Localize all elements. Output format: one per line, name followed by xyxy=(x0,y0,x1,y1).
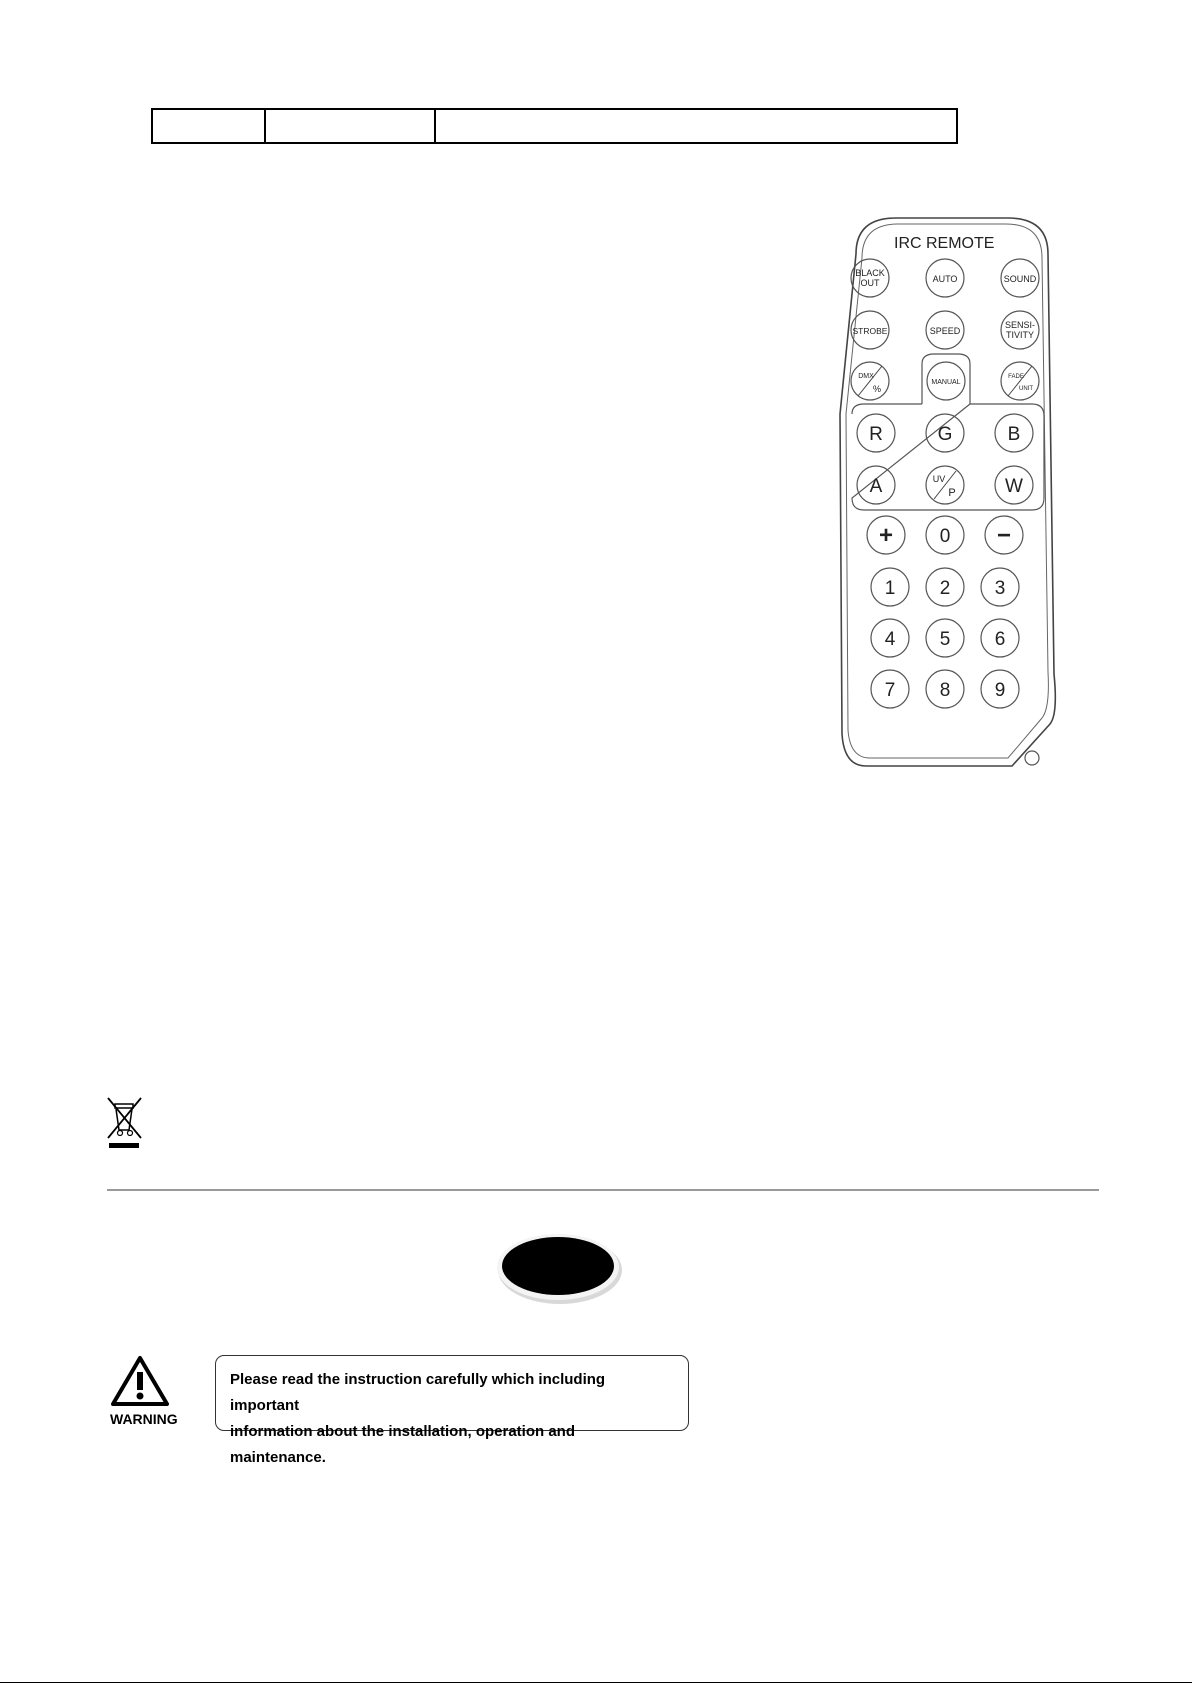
remote-title: IRC REMOTE xyxy=(894,235,995,252)
svg-text:6: 6 xyxy=(994,629,1006,650)
svg-text:FADE: FADE xyxy=(1008,374,1024,380)
svg-text:8: 8 xyxy=(939,680,951,701)
svg-text:UV: UV xyxy=(932,474,946,484)
speed-button xyxy=(926,311,964,349)
digit-5-button xyxy=(926,619,964,657)
svg-text:7: 7 xyxy=(884,680,896,701)
color-button-a xyxy=(857,466,895,504)
svg-text:3: 3 xyxy=(994,578,1006,599)
blackout-button xyxy=(851,259,889,297)
digit-9-button xyxy=(981,670,1019,708)
footer-rule xyxy=(0,1682,1192,1683)
warning-notice-box xyxy=(215,1355,689,1466)
svg-text:SOUND: SOUND xyxy=(1003,274,1037,284)
color-button-r xyxy=(857,414,895,452)
svg-text:+: + xyxy=(878,522,894,549)
sensitivity-button xyxy=(1001,311,1039,349)
digit-7-button xyxy=(871,670,909,708)
svg-text:BLACK: BLACK xyxy=(855,268,885,278)
svg-text:G: G xyxy=(937,424,953,445)
svg-text:%: % xyxy=(872,384,882,394)
digit-1-button xyxy=(871,568,909,606)
color-button-g xyxy=(926,414,964,452)
digit-3-button xyxy=(981,568,1019,606)
notice-line: Please read the instruction carefully which including important xyxy=(230,1371,606,1414)
color-button-w xyxy=(995,466,1033,504)
svg-text:0: 0 xyxy=(939,526,951,547)
minus-button xyxy=(985,516,1023,554)
auto-button xyxy=(926,259,964,297)
warning-label: WARNING xyxy=(110,1411,178,1427)
svg-text:SPEED: SPEED xyxy=(929,326,961,336)
digit-8-button xyxy=(926,670,964,708)
svg-text:A: A xyxy=(869,476,883,497)
digit-0-button xyxy=(926,516,964,554)
svg-text:4: 4 xyxy=(884,629,896,650)
svg-text:W: W xyxy=(1005,476,1023,497)
header-table-cell xyxy=(436,110,956,142)
svg-text:AUTO: AUTO xyxy=(932,274,958,284)
svg-text:SENSI-: SENSI- xyxy=(1004,320,1036,330)
svg-text:UNIT: UNIT xyxy=(1019,386,1033,392)
section-divider xyxy=(107,1189,1099,1191)
black-oval-badge xyxy=(494,1230,624,1306)
header-table xyxy=(151,108,958,144)
digit-4-button xyxy=(871,619,909,657)
dmx-percent-button xyxy=(851,362,889,400)
svg-text:STROBE: STROBE xyxy=(852,326,888,336)
digit-6-button xyxy=(981,619,1019,657)
sound-button xyxy=(1001,259,1039,297)
svg-text:−: − xyxy=(996,522,1012,549)
svg-text:R: R xyxy=(869,424,883,445)
warning-triangle-icon xyxy=(110,1355,170,1407)
svg-text:5: 5 xyxy=(939,629,951,650)
svg-text:P: P xyxy=(948,487,956,499)
manual-button xyxy=(927,362,965,400)
plus-button xyxy=(867,516,905,554)
strobe-button xyxy=(851,311,889,349)
crossed-out-wheelie-bin-icon xyxy=(105,1094,145,1150)
svg-text:DMX: DMX xyxy=(858,373,874,380)
svg-text:9: 9 xyxy=(994,680,1006,701)
header-table-cell xyxy=(153,110,266,142)
irc-remote-illustration xyxy=(836,214,1068,780)
header-table-cell xyxy=(266,110,436,142)
color-button-uv-p xyxy=(926,466,964,504)
color-button-b xyxy=(995,414,1033,452)
fade-unit-button xyxy=(1001,362,1039,400)
digit-2-button xyxy=(926,568,964,606)
svg-text:2: 2 xyxy=(939,578,951,599)
svg-text:1: 1 xyxy=(884,578,896,599)
svg-text:B: B xyxy=(1007,424,1021,445)
notice-line: information about the installation, operation and maintenance. xyxy=(230,1423,575,1466)
svg-text:MANUAL: MANUAL xyxy=(931,379,961,386)
svg-text:TIVITY: TIVITY xyxy=(1005,330,1035,340)
svg-text:OUT: OUT xyxy=(860,278,880,288)
